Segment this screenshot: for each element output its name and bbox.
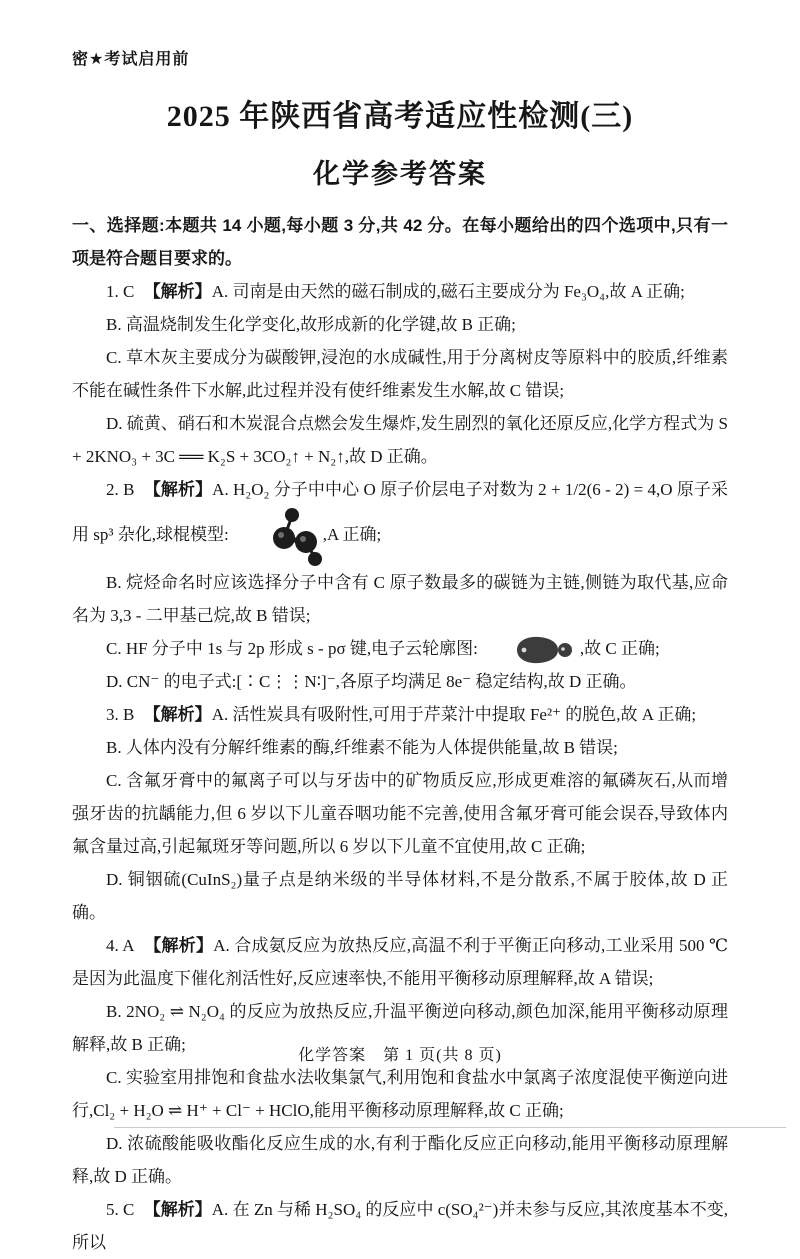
answer-q4-option-b: B. 2NO₂ ⇌ N₂O₄ 的反应为放热反应,升温平衡逆向移动,颜色加深,能用平衡移动原理解释,故 B 正确; (72, 1002, 728, 1055)
analysis-tag: 【解析】 (143, 480, 213, 499)
answer-q2-option-b: B. 烷烃命名时应该选择分子中含有 C 原子数最多的碳链为主链,侧链为取代基,应命名为 3,3 - 二甲基己烷,故 B 错误; (72, 573, 728, 625)
question-answer-label: 4. A (106, 936, 135, 956)
answer-q1 (72, 275, 728, 308)
answer-q2 (72, 473, 728, 566)
answer-text: A. 司南是由天然的磁石制成的,磁石主要成分为 Fe₃O₄,故 A 正确; (211, 282, 685, 301)
question-answer-label: 3. B (106, 705, 135, 725)
answer-q2-option-d: D. CN⁻ 的电子式:[∶C⋮⋮N∶]⁻,各原子均满足 8e⁻ 稳定结构,故 D 正确。 (106, 672, 637, 692)
question-answer-label: 5. C (106, 1200, 135, 1220)
answer-q4-option-c: C. 实验室用排饱和食盐水法收集氯气,利用饱和食盐水中氯离子浓度混使平衡逆向进行,Cl₂ + H₂O ⇌ H⁺ + Cl⁻ + HClO,能用平衡移动原理解释,故 C 正确; (72, 1068, 728, 1121)
analysis-tag: 【解析】 (143, 705, 212, 725)
page-subtitle: 化学参考答案 (313, 159, 487, 189)
page-bottom-rule (114, 1127, 786, 1128)
analysis-tag: 【解析】 (143, 282, 212, 301)
answer-text: ,故 C 正确; (579, 639, 660, 658)
answer-q5 (72, 1193, 728, 1259)
answer-q1-option-d: D. 硫黄、硝石和木炭混合点燃会发生爆炸,发生剧烈的氧化还原反应,化学方程式为 S + 2KNO₃ + 3C ══ K₂S + 3CO₂↑ + N₂↑,故 D 正确。 (72, 414, 728, 466)
answer-text: ,A 正确; (322, 524, 382, 544)
answer-q3-option-d: D. 铜铟硫(CuInS₂)量子点是纳米级的半导体材料,不是分散系,不属于胶体,故 D 正确。 (72, 870, 728, 923)
answer-text: A. 合成氨反应为放热反应,高温不利于平衡正向移动,工业采用 500 ℃是因为此温度下催化剂活性好,反应速率快,不能用平衡移动原理解释,故 A 错误; (72, 936, 729, 989)
page-footer: 化学答案 第 1 页(共 8 页) (298, 1047, 502, 1064)
answer-q4 (72, 929, 728, 995)
security-label: 密★考试启用前 (72, 51, 190, 68)
question-answer-label: 1. C (106, 282, 135, 301)
analysis-tag: 【解析】 (143, 936, 214, 956)
s-p-sigma-electron-cloud-contour (480, 635, 578, 665)
answer-text: A. 在 Zn 与稀 H₂SO₄ 的反应中 c(SO₄²⁻)并未参与反应,其浓度基本不变,所以 (72, 1200, 729, 1253)
answer-text: A. 活性炭具有吸附性,可用于芹菜汁中提取 Fe²⁺ 的脱色,故 A 正确; (211, 705, 697, 725)
answer-text: C. HF 分子中 1s 与 2p 形成 s - pσ 键,电子云轮廓图: (106, 639, 478, 658)
answer-q4-option-d: D. 浓硫酸能吸收酯化反应生成的水,有利于酯化反应正向移动,能用平衡移动原理解释,故 D 正确。 (72, 1134, 728, 1187)
answer-q2-option-c (72, 632, 728, 665)
answer-q1-option-c: C. 草木灰主要成分为碳酸钾,浸泡的水成碱性,用于分离树皮等原料中的胶质,纤维素不能在碱性条件下水解,此过程并没有使纤维素发生水解,故 C 错误; (72, 348, 728, 400)
page-title: 2025 年陕西省高考适应性检测(三) (166, 100, 634, 133)
section-heading-multiple-choice: 一、选择题:本题共 14 小题,每小题 3 分,共 42 分。在每小题给出的四个选项中,只有一项是符合题目要求的。 (72, 216, 728, 268)
answer-q3 (72, 698, 728, 731)
answer-q3-option-c: C. 含氟牙膏中的氟离子可以与牙齿中的矿物质反应,形成更难溶的氟磷灰石,从而增强牙齿的抗龋能力,但 6 岁以下儿童吞咽功能不完善,使用含氟牙膏可能会误吞,导致体内氟含量过高,引起氟斑牙等问题,所以 6 岁以下儿童不宜使用,故 C 正确; (72, 771, 728, 857)
analysis-tag: 【解析】 (143, 1200, 212, 1220)
answer-text: A. H₂O₂ 分子中中心 O 原子价层电子对数为 2 + 1/2(6 - 2) = 4,O 原子采用 sp³ 杂化,球棍模型: (72, 480, 729, 544)
h2o2-ball-and-stick-model (231, 506, 321, 566)
question-answer-label: 2. B (106, 480, 135, 499)
answer-q3-option-b: B. 人体内没有分解纤维素的酶,纤维素不能为人体提供能量,故 B 错误; (106, 738, 618, 758)
answer-q1-option-b: B. 高温烧制发生化学变化,故形成新的化学键,故 B 正确; (106, 315, 516, 334)
